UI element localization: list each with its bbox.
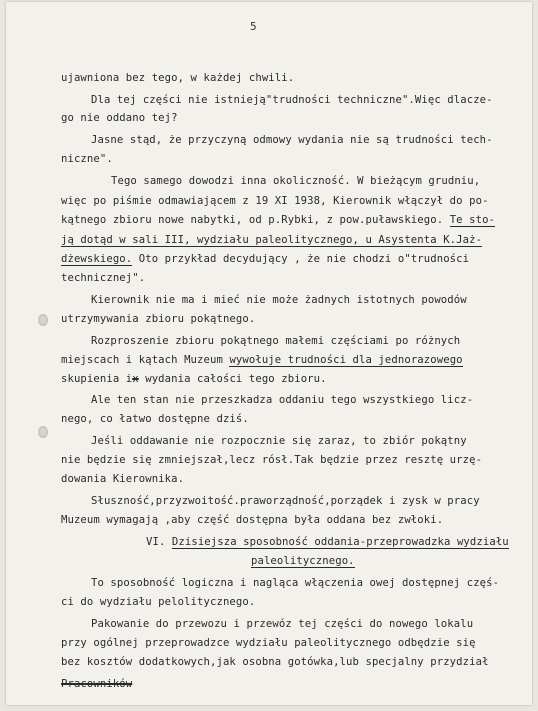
text-line: Tego samego dowodzi inna okoliczność. W bieżącym grudniu, [111, 175, 481, 187]
underlined-phrase: ją dotąd w sali III, wydziału paleolitycznego, u Asystenta K.Jaż- [61, 234, 483, 246]
text-line [61, 234, 482, 246]
punch-hole [38, 426, 48, 438]
text-line: Kierownik nie ma i mieć nie może żadnych istotnych powodów [91, 294, 467, 306]
text-line: nego, co łatwo dostępne dziś. [61, 413, 249, 425]
punch-hole [38, 314, 48, 326]
text-line: ci do wydziału pelolitycznego. [61, 596, 256, 608]
text-line: skupienia ix wydania całości tego zbioru. [61, 373, 327, 385]
text-line: Dla tej części nie istnieją"trudności techniczne".Więc dlacze- [91, 94, 493, 106]
text-line: dowania Kierownika. [61, 473, 185, 485]
underlined-phrase: dżewskiego. [61, 253, 133, 265]
underlined-phrase: wywołuje trudności dla jednorazowego [229, 354, 463, 366]
text-line: dżewskiego. Oto przykład decydujący , że nie chodzi o"trudności [61, 253, 470, 265]
text-line: Rozproszenie zbioru pokątnego małemi częściami po różnych [91, 335, 461, 347]
struck-letter: x [132, 373, 139, 385]
text-line: Jeśli oddawanie nie rozpocznie się zaraz, to zbiór pokątny [91, 435, 467, 447]
text-line: ujawniona bez tego, w każdej chwili. [61, 72, 295, 84]
text-line: Słuszność,przyzwoitość.praworządność,porządek i zysk w pracy [91, 495, 480, 507]
text-line: To sposobność logiczna i nagląca włączenia owej dostępnej częś- [91, 577, 500, 589]
section-heading-continued: paleolitycznego. [251, 555, 355, 567]
text-line: Muzeum wymagają ,aby część dostępna była oddana bez zwłoki. [61, 514, 444, 526]
text-line: Jasne stąd, że przyczyną odmowy wydania nie są trudności tech- [91, 134, 493, 146]
text-line: utrzymywania zbioru pokątnego. [61, 313, 256, 325]
text-line: bez kosztów dodatkowych,jak osobna gotówka,lub specjalny przydział [61, 656, 489, 668]
underlined-phrase: Dzisiejsza sposobność oddania-przeprowadzka wydziału [171, 536, 509, 548]
text-line: Ale ten stan nie przeszkadza oddaniu tego wszystkiego licz- [91, 394, 474, 406]
text-line: kątnego zbioru nowe nabytki, od p.Rybki, z pow.puławskiego. Te sto- [61, 214, 496, 226]
document-page [6, 2, 532, 705]
text-line: niczne". [61, 153, 113, 165]
text-line: miejscach i kątach Muzeum wywołuje trudności dla jednorazowego [61, 354, 463, 366]
text-line: technicznej". [61, 272, 146, 284]
text-line: przy ogólnej przeprowadzce wydziału paleolitycznego odbędzie się [61, 637, 476, 649]
text-line: więc po piśmie odmawiającem z 19 XI 1938, Kierownik włączył do po- [61, 195, 489, 207]
text-line: nie będzie się zmniejszał,lecz rósł.Tak będzie przez resztę urzę- [61, 454, 483, 466]
page-number: 5 [250, 20, 257, 33]
underlined-phrase: Te sto- [449, 214, 496, 226]
struck-footer-word: Pracowników [61, 678, 133, 690]
text-line: go nie oddano tej? [61, 112, 178, 124]
text-line: Pakowanie do przewozu i przewóz tej części do nowego lokalu [91, 618, 474, 630]
section-heading: VI. Dzisiejsza sposobność oddania-przeprowadzka wydziału [146, 536, 509, 548]
